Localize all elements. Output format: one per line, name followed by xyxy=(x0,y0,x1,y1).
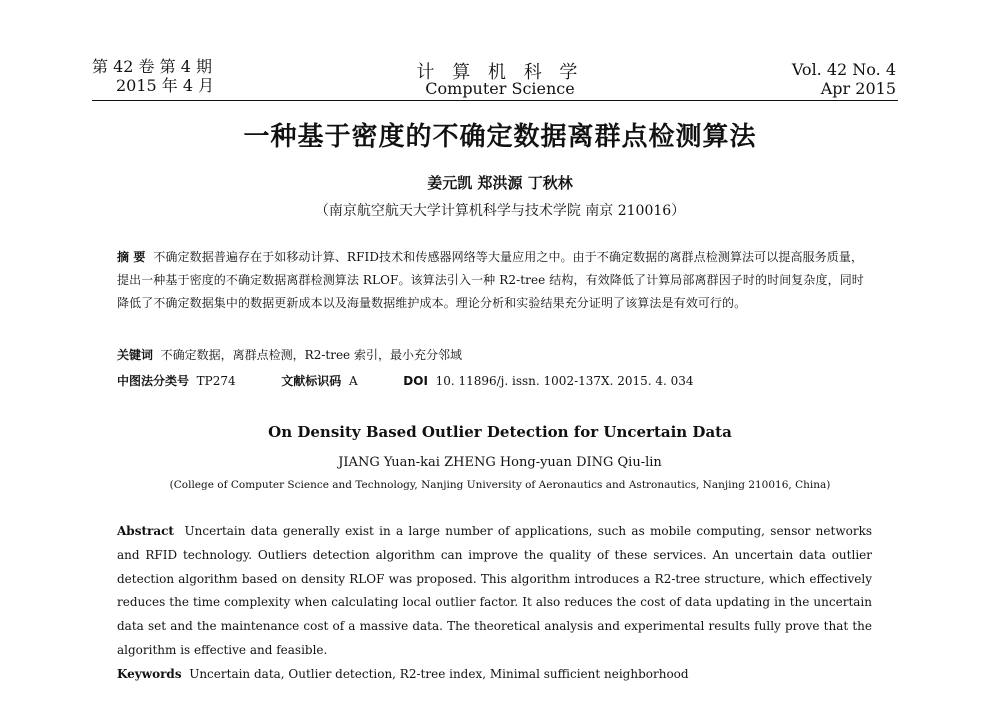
abstract-en-text: Uncertain data generally exist in a large number of applications, such as mobile computing, sensor networks and RFID technology. Outliers detection algorithm can improve the quality of these services. An uncertain data outlier detection algorithm based on density RLOF was proposed. This algorithm introduces a R2-tree structure, which effectively reduces the time complexity when calculating local outlier factor. It also reduces the cost of data updating in the uncertain data set and the maintenance cost of a massive data. The theoretical analysis and experimental results fully prove that the algorithm is effective and feasible. xyxy=(117,524,872,657)
keywords-cn-text: 不确定数据，离群点检测，R2-tree 索引，最小充分邻域 xyxy=(160,348,462,362)
abstract-en xyxy=(117,520,872,663)
keywords-en-label: Keywords xyxy=(117,667,182,681)
keywords-en-text: Uncertain data, Outlier detection, R2-tree index, Minimal sufficient neighborhood xyxy=(189,667,689,681)
keywords-en xyxy=(117,667,689,681)
doi-value: 10. 11896/j. issn. 1002-137X. 2015. 4. 034 xyxy=(435,374,694,388)
journal-volume-issue: 第 42 卷 第 4 期 xyxy=(92,57,212,76)
keywords-cn-label: 关键词 xyxy=(117,348,154,362)
authors-cn: 姜元凯 郑洪源 丁秋林 xyxy=(427,174,573,192)
doi-label: DOI xyxy=(403,374,428,388)
journal-name-en: Computer Science xyxy=(425,79,575,98)
paper-title-en: On Density Based Outlier Detection for Uncertain Data xyxy=(268,423,732,441)
authors-en: JIANG Yuan-kai ZHENG Hong-yuan DING Qiu-lin xyxy=(338,455,662,470)
abstract-cn-label: 摘 要 xyxy=(117,250,146,264)
doc-code-label: 文献标识码 xyxy=(281,374,342,388)
affiliation-cn: （南京航空航天大学计算机科学与技术学院 南京 210016） xyxy=(314,203,686,219)
clc-value: TP274 xyxy=(196,374,236,388)
abstract-en-label: Abstract xyxy=(117,524,174,538)
affiliation-en: (College of Computer Science and Technology, Nanjing University of Aeronautics and Astronautics, Nanjing 210016, China) xyxy=(169,479,831,491)
paper-title-cn: 一种基于密度的不确定数据离群点检测算法 xyxy=(243,122,757,152)
abstract-cn xyxy=(117,246,872,315)
journal-name-cn: 计 算 机 科 学 xyxy=(416,62,584,83)
header-rule xyxy=(92,100,898,101)
doc-code-value: A xyxy=(348,374,358,388)
journal-date-cn: 2015 年 4 月 xyxy=(116,76,215,95)
classification-row xyxy=(117,372,694,389)
keywords-cn xyxy=(117,346,462,363)
abstract-cn-text: 不确定数据普遍存在于如移动计算、RFID技术和传感器网络等大量应用之中。由于不确定数据的离群点检测算法可以提高服务质量，提出一种基于密度的不确定数据离群检测算法 RLOF。该算法引入一种 R2-tree 结构，有效降低了计算局部离群因子时的时间复杂度，同时降低了不确定数据集中的数据更新成本以及海量数据维护成本。理论分析和实验结果充分证明了该算法是有效可行的。 xyxy=(117,250,864,310)
clc-label: 中图法分类号 xyxy=(117,374,190,388)
journal-volume-en: Vol. 42 No. 4 xyxy=(791,60,896,79)
journal-date-en: Apr 2015 xyxy=(820,79,896,98)
